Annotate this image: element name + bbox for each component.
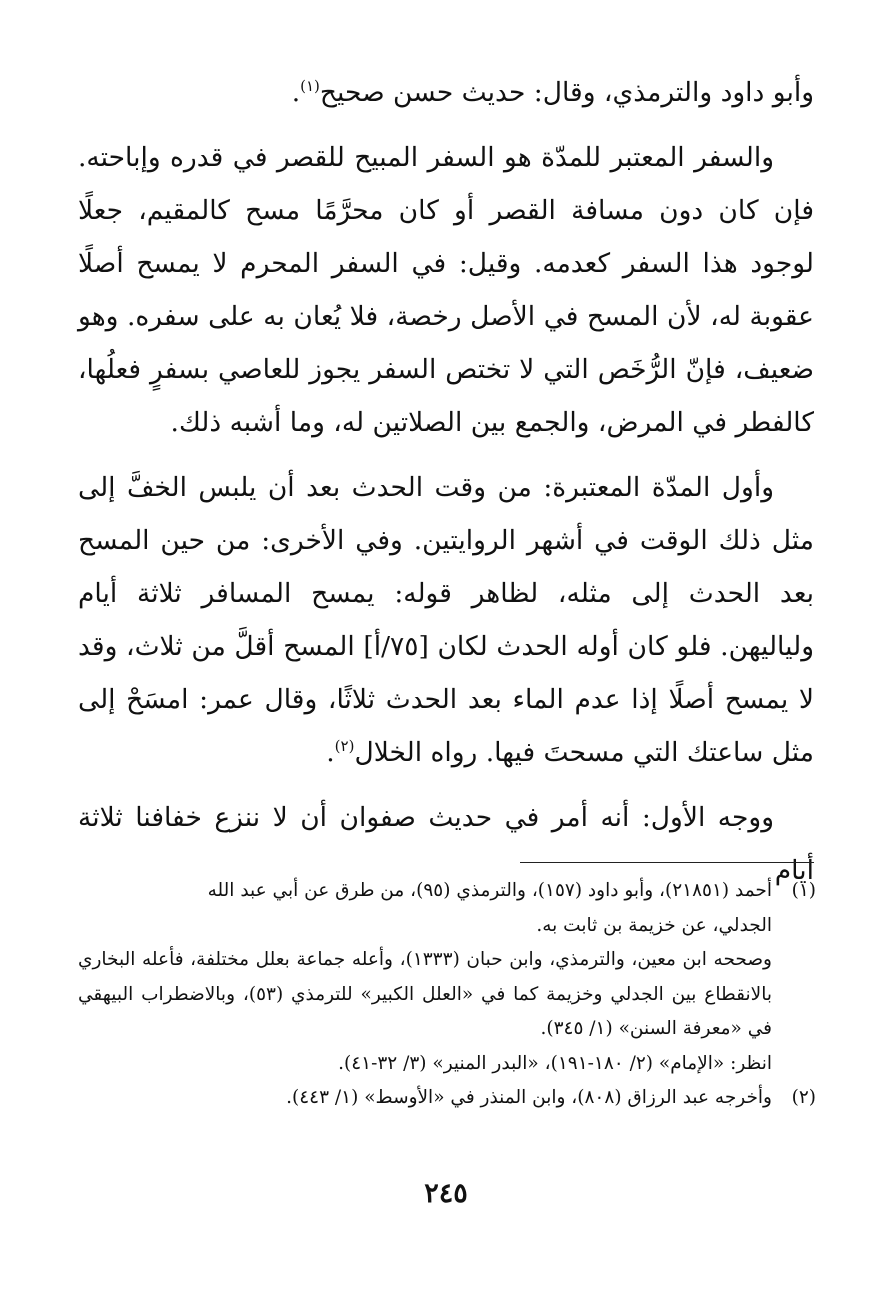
footnote-2-body	[78, 1081, 772, 1116]
footnote-2-line-1: وأخرجه عبد الرزاق (٨٠٨)، وابن المنذر في «الأوسط» (١/ ٤٤٣).	[286, 1087, 772, 1108]
paragraph-1-end: .	[291, 77, 301, 108]
footnote-1-continuation-2-text: انظر: «الإمام» (٢/ ١٨٠-١٩١)، «البدر المنير» (٣/ ٣٢-٤١).	[338, 1052, 772, 1074]
footnote-ref-2: (٢)	[334, 737, 355, 756]
paragraph-2: والسفر المعتبر للمدّة هو السفر المبيح للقصر في قدره وإباحته. فإن كان دون مسافة القصر أو كان محرَّمًا مسح كالمقيم، جعلًا لوجود هذا السفر كعدمه. وقيل: في السفر المحرم لا يمسح أصلًا عقوبة له، لأن المسح في الأصل رخصة، فلا يُعان به على سفره. وهو ضعيف، فإنّ الرُّخَص التي لا تختص السفر يجوز للعاصي بسفرٍ فعلُها، كالفطر في المرض، والجمع بين الصلاتين له، وما أشبه ذلك.	[78, 142, 814, 438]
footnote-1-continuation-1-text: وصححه ابن معين، والترمذي، وابن حبان (١٣٣٣)، وأعله جماعة بعلل مختلفة، فأعله البخاري بالانقطاع بين الجدلي وخزيمة كما في «العلل الكبير» للترمذي (٥٣)، وبالاضطراب البيهقي في «معرفة السنن» (١/ ٣٤٥).	[78, 949, 773, 1039]
footnotes	[78, 874, 816, 1116]
paragraph-1	[78, 66, 814, 119]
main-text	[78, 66, 814, 909]
paragraph-1-text: وأبو داود والترمذي، وقال: حديث حسن صحيح	[319, 77, 814, 108]
footnote-2	[78, 1081, 816, 1116]
footnote-1-continuation-1	[78, 943, 816, 1047]
paragraph-3	[78, 461, 814, 779]
footnote-1-body	[78, 874, 772, 943]
page-number: ٢٤٥	[424, 1178, 468, 1209]
footnote-1-line-1: أحمد (٢١٨٥١)، وأبو داود (١٥٧)، والترمذي (٩٥)، من طرق عن أبي عبد الله	[207, 880, 772, 901]
footnote-1	[78, 874, 816, 943]
footnote-divider	[520, 862, 814, 863]
footnote-ref-1: (١)	[300, 77, 320, 96]
paragraph-4: ووجه الأول: أنه أمر في حديث صفوان أن لا ننزع خفافنا ثلاثة أيام	[78, 802, 814, 886]
paragraph-3-end: .	[326, 737, 335, 768]
footnote-1-continuation-2	[78, 1047, 816, 1082]
paragraph-3-text: وأول المدّة المعتبرة: من وقت الحدث بعد أن يلبس الخفَّ إلى مثل ذلك الوقت في أشهر الروايتين. وفي الأخرى: من حين المسح بعد الحدث إلى مثله، لظاهر قوله: يمسح المسافر ثلاثة أيام ولياليهن. فلو كان أوله الحدث لكان [٧٥/أ] المسح أقلَّ من ثلاث، وقد لا يمسح أصلًا إذا عدم الماء بعد الحدث ثلاثًا، وقال عمر: امسَحْ إلى مثل ساعتك التي مسحتَ فيها. رواه الخلال	[78, 472, 814, 768]
footnote-1-number: (١)	[791, 880, 816, 901]
footnote-2-number: (٢)	[791, 1087, 816, 1108]
footnote-1-line-2: الجدلي، عن خزيمة بن ثابت به.	[536, 914, 772, 936]
